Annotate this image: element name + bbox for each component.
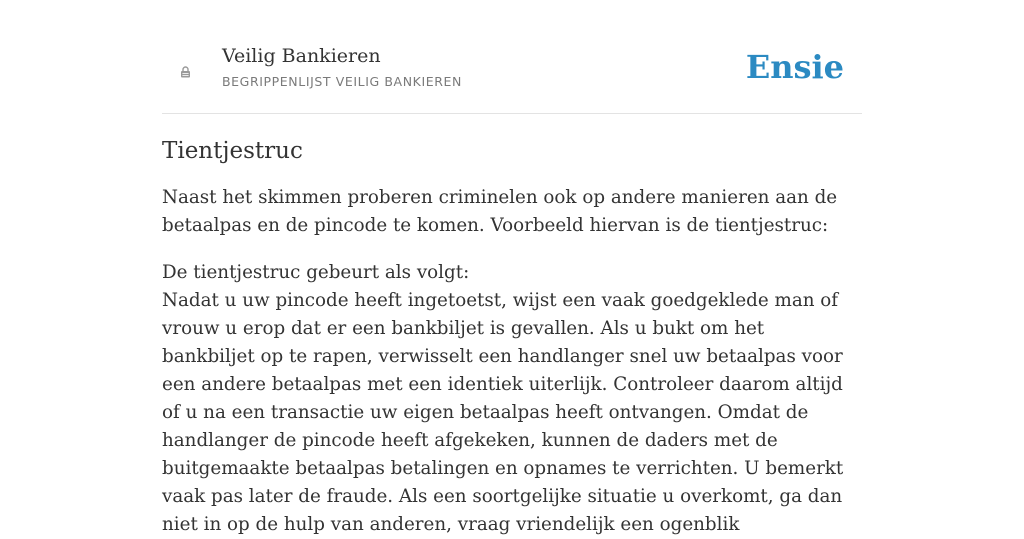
body-heading: De tientjestruc gebeurt als volgt:	[162, 262, 470, 283]
body-text: Nadat u uw pincode heeft ingetoetst, wijst een vaak goedgeklede man of vrouw u erop dat er een bankbiljet is gevallen. Als u bukt om het bankbiljet op te rapen, verwisselt een handlanger snel uw betaalpas voor een andere betaalpas met een identiek uiterlijk. Controleer daarom altijd of u na een transactie uw eigen betaalpas heeft ontvangen. Omdat de handlanger de pincode heeft afgekeken, kunnen de daders met de buitgemaakte betaalpas betalingen en opnames te verrichten. U bemerkt vaak pas later de fraude. Als een soortgelijke situatie u overkomt, ga dan niet in op de hulp van anderen, vraag vriendelijk een ogenblik	[162, 290, 844, 535]
brand-logo[interactable]: Ensie	[745, 48, 844, 86]
intro-paragraph: Naast het skimmen proberen criminelen ook op andere manieren aan de betaalpas en de pincode te komen. Voorbeeld hiervan is de tientjestruc:	[162, 187, 838, 236]
term-title: Tientjestruc	[162, 138, 303, 164]
site-subtitle[interactable]: BEGRIPPENLIJST VEILIG BANKIEREN	[222, 74, 462, 89]
lock-icon	[180, 65, 191, 77]
content-container	[162, 0, 862, 539]
site-header	[162, 0, 862, 114]
body-paragraph	[162, 259, 862, 539]
site-title[interactable]: Veilig Bankieren	[222, 45, 381, 67]
